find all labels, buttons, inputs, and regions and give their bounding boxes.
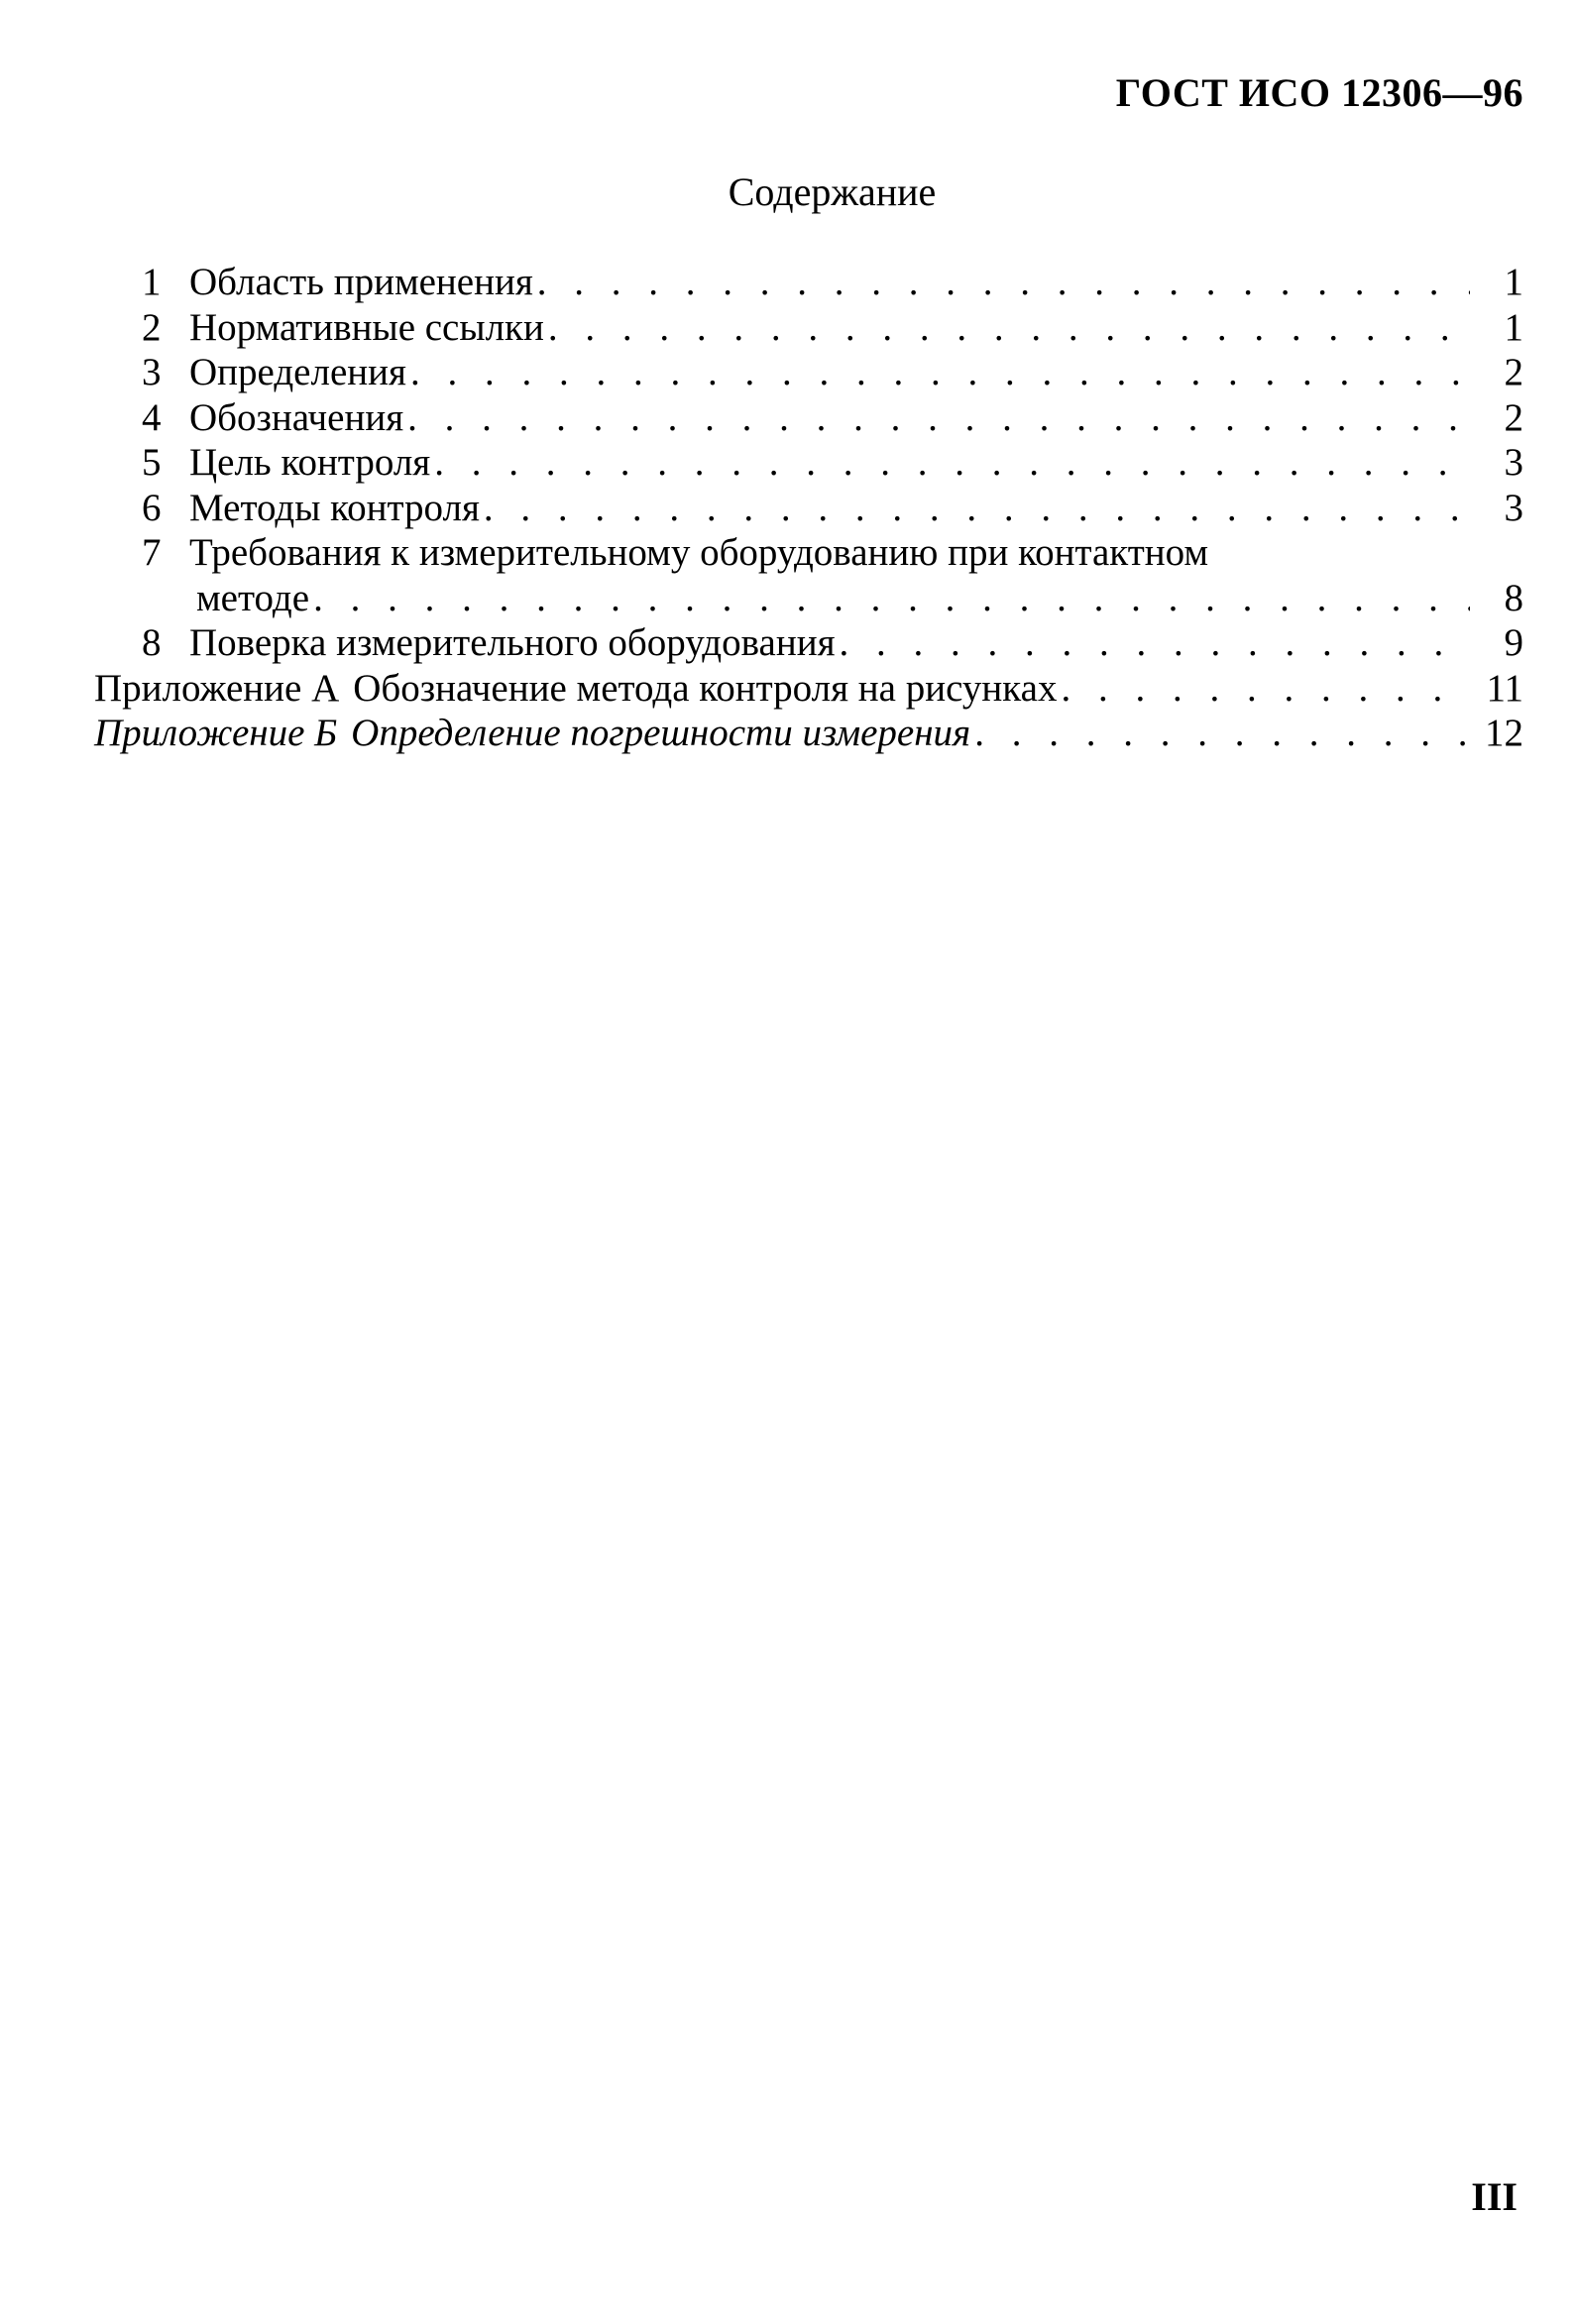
- toc-dot-leader: [537, 260, 1470, 305]
- toc-entry-number: 3: [142, 351, 162, 393]
- toc-dot-leader: [434, 440, 1470, 486]
- toc-entry-1[interactable]: [142, 260, 1523, 305]
- toc-entry-page: 1: [1504, 261, 1523, 303]
- toc-entry-3[interactable]: [142, 350, 1523, 395]
- toc-entry-page: 3: [1504, 441, 1523, 484]
- toc-entry-number: 1: [142, 261, 162, 303]
- toc-entry-title: Обозначения: [189, 395, 404, 439]
- toc-appendix-b[interactable]: [94, 711, 1523, 756]
- toc-entry-title: Поверка измерительного оборудования: [189, 621, 836, 664]
- toc-title: Содержание: [728, 169, 937, 214]
- toc-entry-number: 8: [142, 621, 162, 664]
- toc-dot-leader: [407, 395, 1470, 441]
- toc-entry-page: 12: [1485, 712, 1523, 754]
- toc-entry-number: 5: [142, 441, 162, 484]
- appendix-label: Приложение А: [94, 666, 340, 710]
- toc-dot-leader: [548, 305, 1470, 351]
- toc-entry-6[interactable]: [142, 486, 1523, 531]
- toc-entry-title-line2: методе: [196, 576, 310, 619]
- toc-dot-leader: [410, 350, 1470, 395]
- toc-entry-title: Цель контроля: [189, 441, 431, 484]
- toc-dot-leader: [840, 620, 1470, 666]
- toc-entry-number: 7: [142, 531, 162, 574]
- toc-entry-page: 11: [1486, 666, 1523, 710]
- toc-dot-leader: [313, 576, 1470, 621]
- toc-entry-page: 1: [1504, 305, 1523, 349]
- appendix-title: Определение погрешности измерения: [351, 712, 971, 754]
- toc-appendix-a[interactable]: [94, 666, 1523, 712]
- page-number: III: [1471, 2174, 1518, 2219]
- toc-entry-4[interactable]: [142, 395, 1523, 441]
- toc-dot-leader: [484, 486, 1470, 531]
- toc-entry-5[interactable]: [142, 440, 1523, 486]
- toc-entry-title: Область применения: [189, 261, 533, 303]
- toc-entry-number: 4: [142, 395, 162, 439]
- toc-entry-7[interactable]: [142, 530, 1523, 620]
- toc-dot-leader: [1061, 666, 1470, 712]
- toc-entry-2[interactable]: [142, 305, 1523, 351]
- toc-entry-title: Методы контроля: [189, 486, 480, 529]
- table-of-contents: [94, 260, 1523, 756]
- appendix-title: Обозначение метода контроля на рисунках: [353, 666, 1058, 710]
- toc-entry-title-line1: Требования к измерительному оборудованию при контактном: [189, 531, 1209, 574]
- toc-entry-title: Нормативные ссылки: [189, 305, 544, 349]
- toc-entry-number: 2: [142, 305, 162, 349]
- standard-code: ГОСТ ИСО 12306—96: [1115, 70, 1523, 115]
- toc-dot-leader: [974, 711, 1470, 756]
- toc-entry-page: 2: [1504, 395, 1523, 439]
- toc-entry-number: 6: [142, 486, 162, 529]
- toc-entry-page: 2: [1504, 351, 1523, 393]
- appendix-label: Приложение Б: [94, 712, 338, 754]
- toc-entry-page: 3: [1504, 486, 1523, 529]
- toc-entry-page: 8: [1504, 576, 1523, 619]
- toc-entry-title: Определения: [189, 351, 406, 393]
- toc-entry-8[interactable]: [142, 620, 1523, 666]
- toc-entry-page: 9: [1504, 621, 1523, 664]
